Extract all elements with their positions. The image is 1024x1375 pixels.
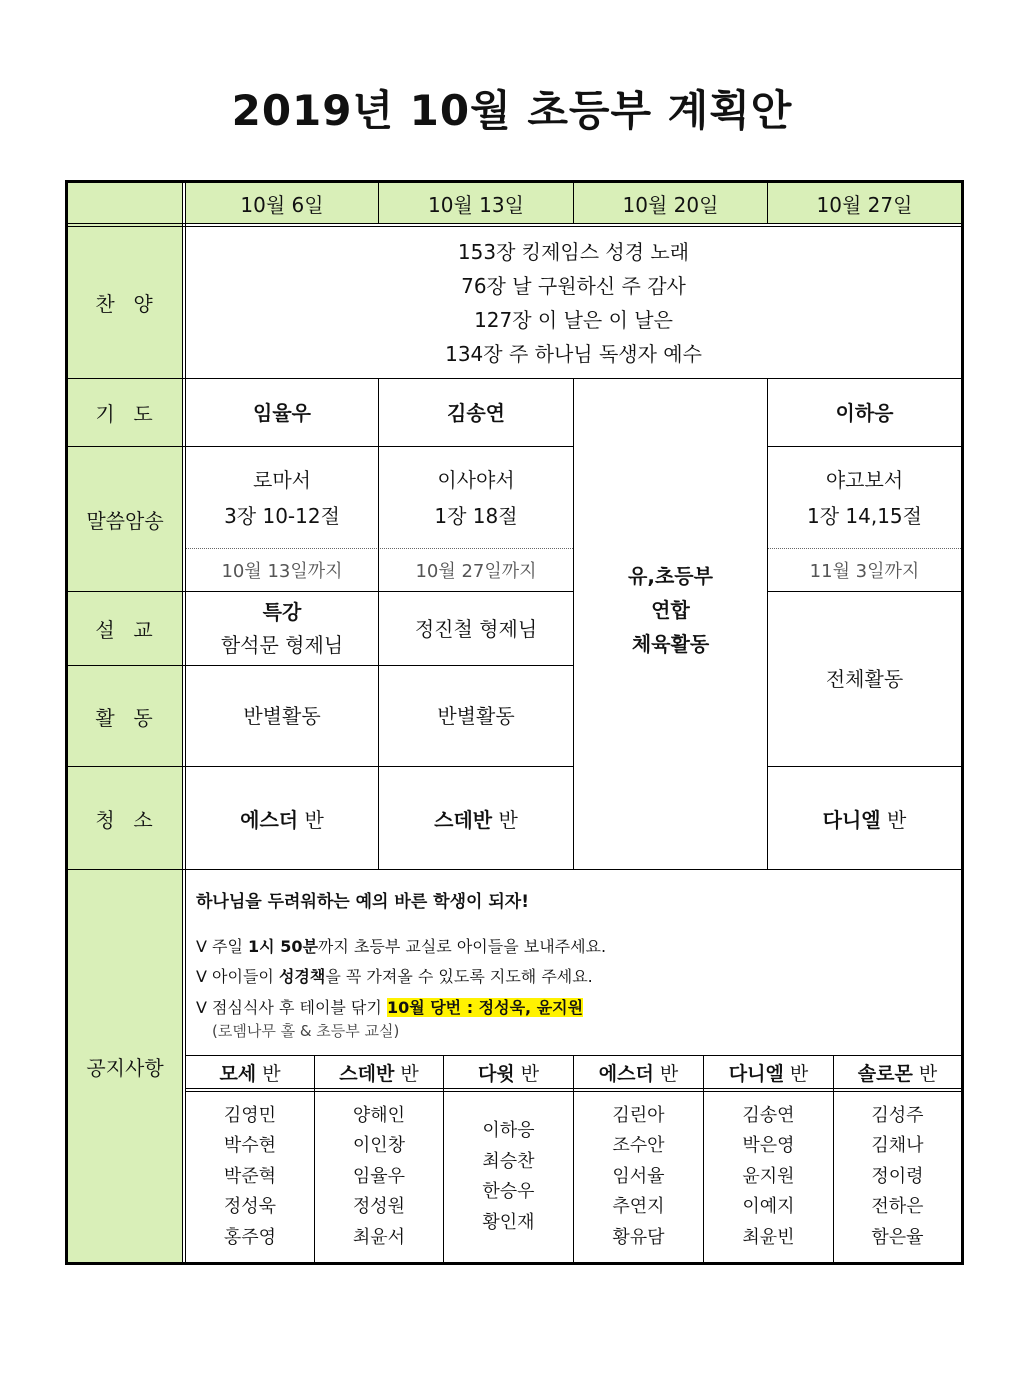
notice-bold: 1시 50분	[248, 937, 318, 956]
member-name: 박수현	[223, 1135, 277, 1157]
member-name: 최윤빈	[742, 1226, 795, 1248]
member-name: 조수안	[612, 1135, 665, 1157]
member-name: 정성욱	[223, 1196, 277, 1218]
notice-line-2	[196, 964, 593, 987]
notice-sub: (로뎀나무 홀 & 초등부 교실)	[212, 1022, 400, 1040]
member-name: 추연지	[612, 1196, 665, 1218]
class-name: 스데반	[339, 1062, 395, 1085]
oct-20-joint-sports	[574, 540, 767, 680]
class-name: 다니엘	[728, 1062, 784, 1085]
member-name: 최승찬	[482, 1150, 535, 1172]
class-members	[704, 1092, 833, 1262]
notice-bold: 성경책	[278, 967, 326, 986]
prayer-oct-13: 김송연	[447, 400, 505, 425]
member-name: 김영민	[223, 1104, 277, 1126]
notice-text: V 점심식사 후 테이블 닦기	[196, 998, 387, 1017]
activity-oct-6: 반별활동	[243, 704, 321, 728]
hymn-list	[186, 227, 961, 378]
memory-book: 로마서	[253, 467, 311, 492]
member-name: 김린아	[612, 1104, 665, 1126]
class-name: 다윗	[477, 1062, 515, 1085]
member-name: 한승우	[482, 1181, 535, 1202]
member-name: 함은율	[871, 1226, 924, 1248]
class-name: 모세	[219, 1062, 257, 1085]
hymn-item: 153장 킹제임스 성경 노래	[457, 239, 690, 264]
class-suffix: 반	[304, 807, 324, 832]
date-oct-6: 10월 6일	[240, 192, 324, 217]
member-name: 박은영	[742, 1135, 795, 1157]
label-activity: 활 동	[95, 705, 155, 730]
member-name: 임율우	[352, 1165, 406, 1187]
date-oct-27: 10월 27일	[816, 192, 913, 217]
member-name: 정성원	[352, 1196, 406, 1218]
duty-highlight: 10월 당번 : 정성욱, 윤지원	[386, 998, 584, 1017]
prayer-oct-6: 임율우	[253, 400, 311, 425]
memory-verse: 1장 14,15절	[807, 503, 922, 528]
hymn-item: 76장 날 구원하신 주 감사	[461, 273, 686, 298]
label-hymn: 찬 양	[95, 292, 155, 316]
member-name: 최윤서	[352, 1226, 406, 1248]
prayer-oct-27: 이하응	[835, 400, 894, 425]
member-name: 양해인	[352, 1104, 406, 1126]
memory-due: 10월 27일까지	[415, 561, 537, 582]
member-name: 이하응	[482, 1120, 535, 1141]
memory-oct-27	[768, 447, 961, 548]
class-header	[834, 1056, 961, 1088]
class-members	[834, 1092, 961, 1262]
activity-oct-27: 전체활동	[825, 667, 904, 691]
member-name: 전하은	[871, 1196, 924, 1218]
memory-oct-6	[186, 447, 378, 548]
class-suffix: 반	[789, 1062, 809, 1085]
member-name: 임서율	[612, 1165, 665, 1187]
hymn-item: 134장 주 하나님 독생자 예수	[445, 341, 702, 366]
class-header	[186, 1056, 314, 1088]
notice-line-1	[196, 934, 606, 957]
label-cleaning: 청 소	[95, 807, 155, 832]
cleaning-oct-27	[768, 767, 961, 869]
notice-heading: 하나님을 두려워하는 예의 바른 학생이 되자!	[196, 892, 529, 912]
class-members	[444, 1092, 573, 1262]
label-sermon: 설 교	[95, 618, 155, 642]
cleaning-oct-13	[379, 767, 573, 869]
memory-book: 이사야서	[437, 467, 515, 492]
memory-book: 야고보서	[825, 467, 904, 492]
notice-text: V 주일	[196, 937, 249, 956]
class-members	[315, 1092, 443, 1262]
label-memory: 말씀암송	[86, 508, 164, 533]
member-name: 홍주영	[223, 1226, 277, 1248]
memory-due: 10월 13일까지	[221, 561, 343, 582]
class-suffix: 반	[498, 807, 518, 832]
class-suffix: 반	[262, 1062, 281, 1085]
page-title: 2019년 10월 초등부 계획안	[231, 86, 793, 135]
member-name: 황유담	[612, 1226, 665, 1248]
class-name: 다니엘	[822, 807, 881, 832]
member-name: 이인창	[352, 1135, 406, 1157]
class-name: 에스더	[598, 1062, 654, 1085]
memory-verse: 3장 10-12절	[224, 503, 340, 528]
cleaning-oct-6	[186, 767, 378, 869]
memory-oct-13	[379, 447, 573, 548]
sermon-oct-6	[186, 592, 378, 665]
label-prayer: 기 도	[95, 402, 155, 426]
member-name: 김송연	[742, 1104, 795, 1126]
memory-verse: 1장 18절	[434, 503, 518, 528]
date-oct-13: 10월 13일	[428, 192, 524, 217]
class-header	[704, 1056, 833, 1088]
class-header	[574, 1056, 703, 1088]
member-name: 정이령	[871, 1165, 924, 1187]
label-notice: 공지사항	[86, 1055, 164, 1080]
sermon-speaker: 함석문 형제님	[220, 632, 344, 657]
class-name: 스데반	[434, 807, 493, 832]
joint-line: 체육활동	[631, 632, 710, 656]
notice-line-3	[196, 995, 583, 1018]
member-name: 박준혁	[223, 1165, 277, 1187]
sermon-oct-13: 정진철 형제님	[414, 616, 538, 641]
notice-text: V 아이들이	[196, 967, 279, 986]
class-suffix: 반	[520, 1062, 540, 1085]
class-header	[444, 1056, 573, 1088]
member-name: 김채나	[871, 1135, 924, 1157]
hymn-item: 127장 이 날은 이 날은	[474, 307, 673, 332]
activity-oct-13: 반별활동	[437, 704, 515, 728]
date-oct-20: 10월 20일	[622, 192, 719, 217]
class-suffix: 반	[400, 1062, 419, 1085]
sermon-special: 특강	[262, 599, 302, 624]
class-suffix: 반	[659, 1062, 679, 1085]
joint-line: 연합	[651, 598, 690, 622]
class-header	[315, 1056, 443, 1088]
class-members	[574, 1092, 703, 1262]
joint-line: 유,초등부	[628, 564, 713, 588]
class-name: 에스더	[240, 807, 299, 832]
member-name: 김성주	[871, 1104, 924, 1126]
class-name: 솔로몬	[857, 1062, 913, 1085]
class-members	[186, 1092, 314, 1262]
member-name: 이예지	[742, 1196, 795, 1218]
class-suffix: 반	[887, 807, 907, 832]
notice-text: 까지 초등부 교실로 아이들을 보내주세요.	[317, 937, 607, 956]
member-name: 황인재	[482, 1211, 535, 1233]
memory-due: 11월 3일까지	[809, 561, 920, 582]
notice-text: 을 꼭 가져올 수 있도록 지도해 주세요.	[325, 967, 593, 986]
member-name: 윤지원	[742, 1165, 795, 1187]
class-suffix: 반	[918, 1062, 938, 1085]
